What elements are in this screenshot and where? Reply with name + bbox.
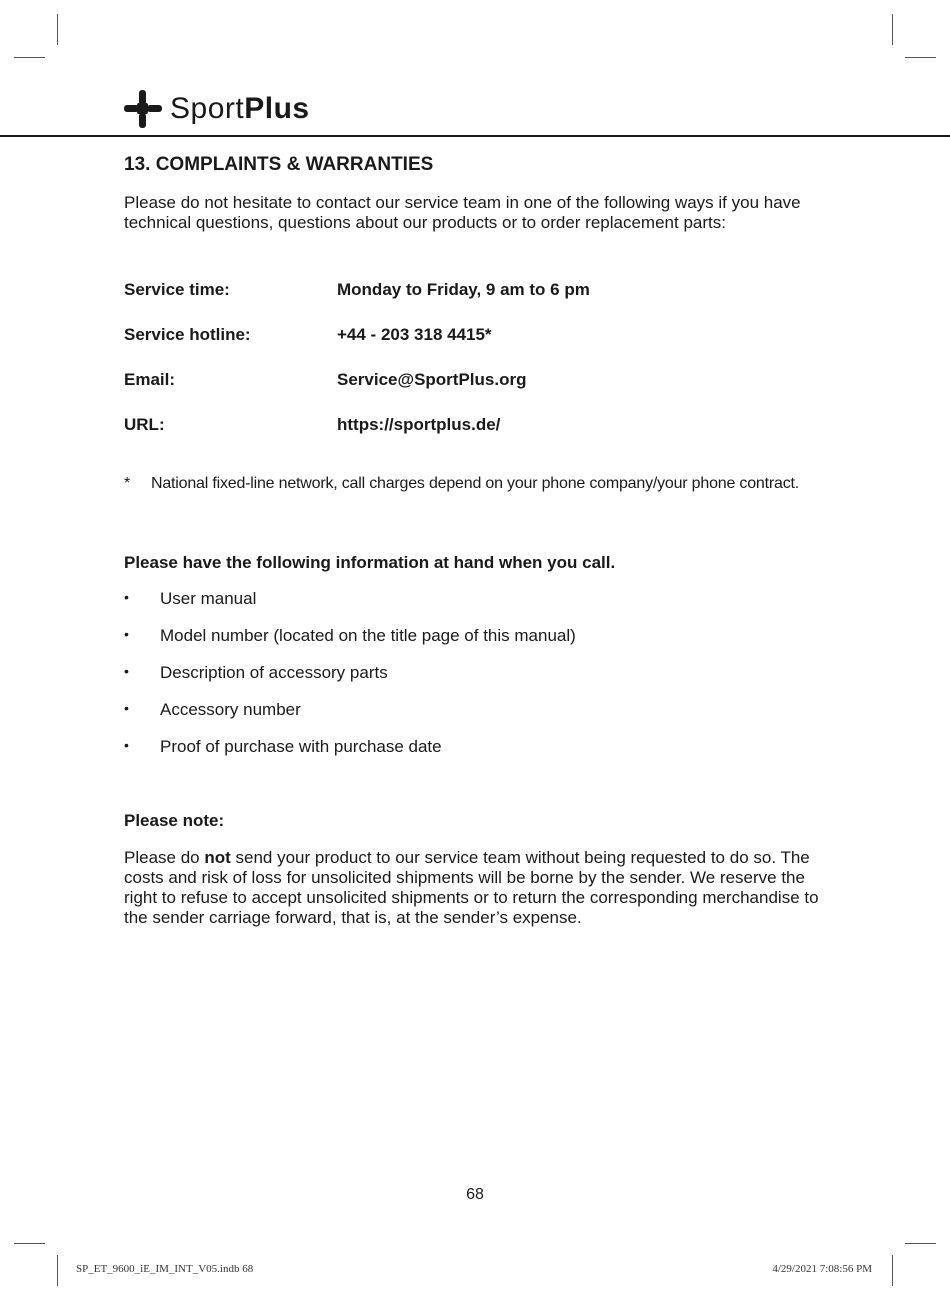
bullet-icon: • [124, 737, 129, 753]
page-number: 68 [466, 1186, 484, 1203]
note-emphasis: not [204, 848, 231, 867]
list-item-text: Accessory number [160, 700, 301, 719]
crop-mark [892, 1255, 893, 1286]
list-item-text: User manual [160, 589, 257, 608]
note-heading: Please note: [124, 811, 225, 830]
header-divider [0, 135, 950, 137]
list-item-text: Description of accessory parts [160, 663, 388, 682]
contact-value: https://sportplus.de/ [337, 415, 501, 434]
brand-name-light: Sport [170, 92, 245, 125]
footnote-mark: * [124, 475, 131, 492]
print-slug-file: SP_ET_9600_iE_IM_INT_V05.indb 68 [76, 1263, 254, 1275]
list-item-text: Proof of purchase with purchase date [160, 737, 442, 756]
contact-label: URL: [124, 415, 165, 434]
intro-paragraph: Please do not hesitate to contact our service team in one of the following ways if you have technical questions, questions about our products or to order replacement parts: [124, 193, 801, 232]
note-text-prefix: Please do [124, 848, 205, 867]
brand-name-bold: Plus [244, 92, 310, 125]
bullet-icon: • [124, 700, 129, 716]
contact-value: Monday to Friday, 9 am to 6 pm [337, 280, 590, 299]
crop-mark [57, 1255, 58, 1286]
contact-label: Email: [124, 370, 176, 389]
sportplus-logo [124, 89, 310, 129]
crop-mark [14, 1243, 45, 1244]
crop-mark [905, 1243, 936, 1244]
contact-label: Service hotline: [124, 325, 251, 344]
note-text-suffix: send your product to our service team without being requested to do so. The costs and risk of loss for unsolicited shipments will be borne by the sender. We reserve the right to refuse to accept unsolicited shipments or to return the corresponding merchandise to the sender carriage forward, that is, at the sender’s expense. [124, 848, 819, 927]
crop-mark [57, 14, 58, 45]
brand-wordmark [170, 94, 310, 124]
crop-mark [14, 57, 45, 58]
crop-mark [905, 57, 936, 58]
list-item-text: Model number (located on the title page of this manual) [160, 626, 576, 645]
footnote-text: National fixed-line network, call charges depend on your phone company/your phone contract. [151, 475, 799, 492]
info-heading: Please have the following information at hand when you call. [124, 553, 616, 572]
crop-mark [892, 14, 893, 45]
contact-label: Service time: [124, 280, 230, 299]
contact-value: +44 - 203 318 4415* [337, 325, 492, 344]
print-slug-timestamp: 4/29/2021 7:08:56 PM [772, 1263, 872, 1275]
section-title: 13. COMPLAINTS & WARRANTIES [124, 154, 434, 175]
bullet-icon: • [124, 663, 129, 679]
bullet-icon: • [124, 626, 129, 642]
contact-value: Service@SportPlus.org [337, 370, 527, 389]
note-paragraph [124, 848, 826, 928]
cross-logo-icon [124, 90, 162, 128]
bullet-icon: • [124, 589, 129, 605]
